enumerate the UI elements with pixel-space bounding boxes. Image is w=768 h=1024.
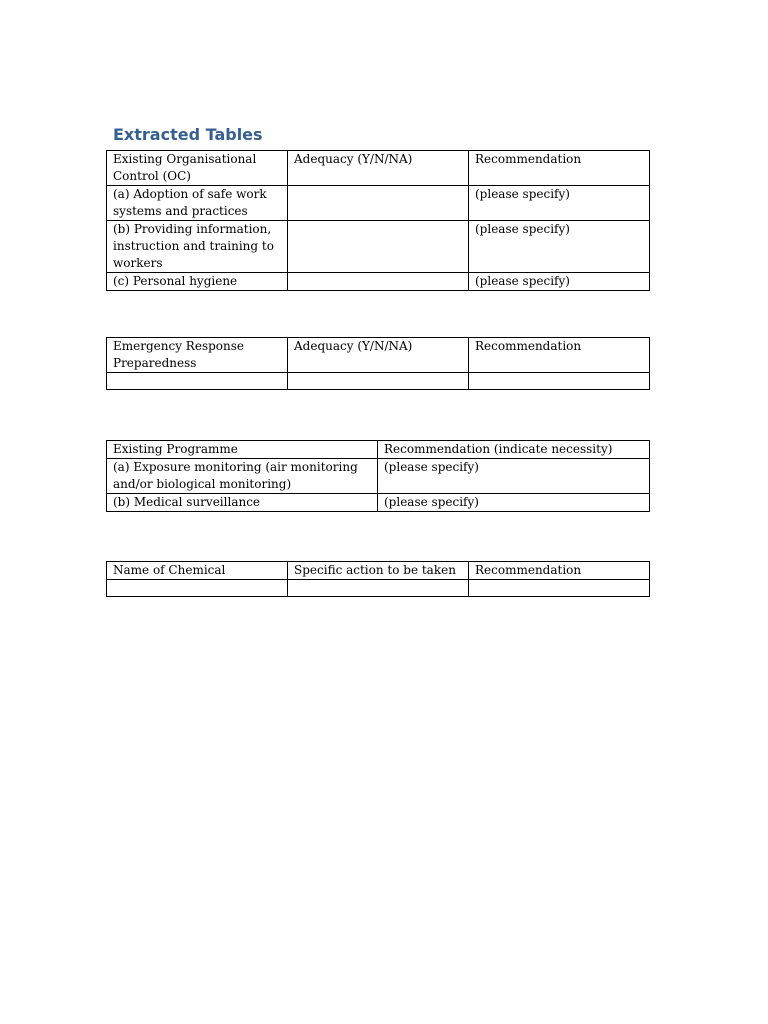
header-cell: Specific action to be taken xyxy=(288,562,469,580)
existing-programme-table xyxy=(106,440,650,512)
table-cell xyxy=(288,221,469,273)
table-cell: (please specify) xyxy=(378,459,650,494)
table-row xyxy=(107,580,650,597)
table-cell xyxy=(107,580,288,597)
table-cell: (b) Providing information, instruction and training to workers xyxy=(107,221,288,273)
header-cell: Recommendation xyxy=(469,151,650,186)
table-cell xyxy=(469,580,650,597)
header-cell: Existing Organisational Control (OC) xyxy=(107,151,288,186)
table-cell: (c) Personal hygiene xyxy=(107,273,288,291)
table-cell xyxy=(107,373,288,390)
table-row xyxy=(107,221,650,273)
header-cell: Recommendation xyxy=(469,562,650,580)
table-row xyxy=(107,186,650,221)
emergency-response-table xyxy=(106,337,650,390)
header-cell: Name of Chemical xyxy=(107,562,288,580)
table-cell xyxy=(288,273,469,291)
header-cell: Existing Programme xyxy=(107,441,378,459)
table-header-row xyxy=(107,562,650,580)
header-cell: Emergency Response Preparedness xyxy=(107,338,288,373)
table-cell: (a) Exposure monitoring (air monitoring and/or biological monitoring) xyxy=(107,459,378,494)
table-header-row xyxy=(107,338,650,373)
table-header-row xyxy=(107,151,650,186)
table-row xyxy=(107,373,650,390)
table-cell: (please specify) xyxy=(469,186,650,221)
table-cell xyxy=(469,373,650,390)
table-row xyxy=(107,459,650,494)
table-cell xyxy=(288,373,469,390)
organisational-control-table xyxy=(106,150,650,291)
table-row xyxy=(107,273,650,291)
table-cell: (please specify) xyxy=(469,221,650,273)
table-header-row xyxy=(107,441,650,459)
header-cell: Recommendation xyxy=(469,338,650,373)
header-cell: Recommendation (indicate necessity) xyxy=(378,441,650,459)
table-row xyxy=(107,494,650,512)
header-cell: Adequacy (Y/N/NA) xyxy=(288,338,469,373)
table-cell xyxy=(288,580,469,597)
table-cell: (a) Adoption of safe work systems and practices xyxy=(107,186,288,221)
chemical-actions-table xyxy=(106,561,650,597)
page-title: Extracted Tables xyxy=(113,125,263,144)
header-cell: Adequacy (Y/N/NA) xyxy=(288,151,469,186)
table-cell: (b) Medical surveillance xyxy=(107,494,378,512)
table-cell xyxy=(288,186,469,221)
table-cell: (please specify) xyxy=(378,494,650,512)
table-cell: (please specify) xyxy=(469,273,650,291)
